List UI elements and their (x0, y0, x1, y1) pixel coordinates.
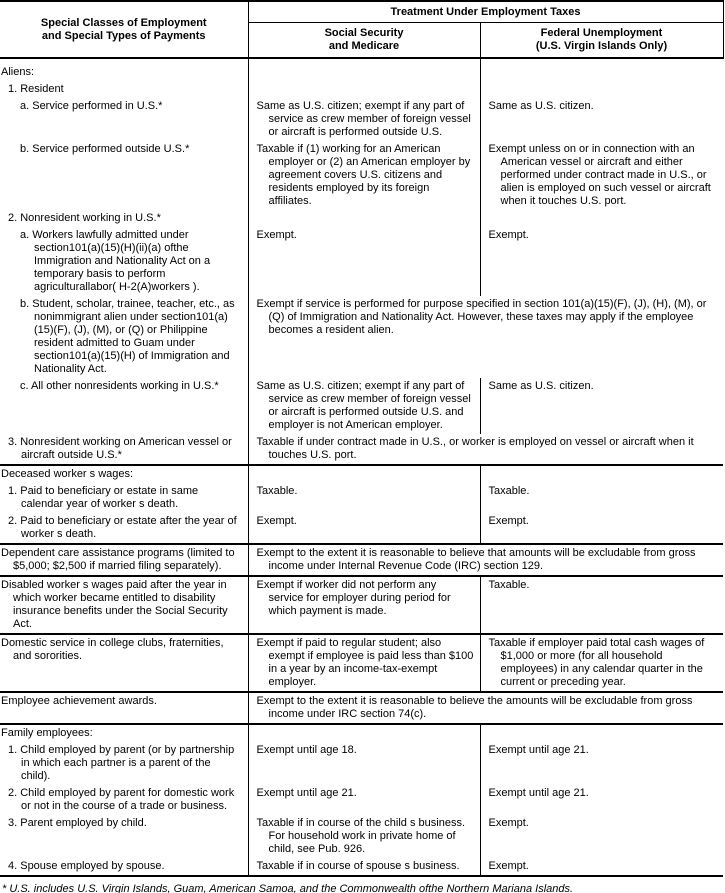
federal-unemployment-cell-text: Exempt until age 21. (488, 744, 589, 756)
federal-unemployment-line1: Federal Unemployment (540, 27, 663, 39)
social-security-medicare-cell (248, 742, 480, 785)
row-topic-cell (0, 544, 248, 576)
federal-unemployment-cell (480, 785, 723, 815)
row-topic-text: 2. Nonresident working in U.S.* (8, 212, 161, 224)
table-row (0, 58, 723, 81)
row-topic-text: 3. Nonresident working on American vessel or aircraft outside U.S.* (8, 436, 232, 461)
federal-unemployment-cell-text: Exempt until age 21. (488, 787, 589, 799)
social-security-line1: Social Security (324, 27, 404, 39)
column-header-federal-unemployment (480, 23, 723, 59)
row-topic-text: Domestic service in college clubs, fraternities, and sororities. (1, 637, 224, 662)
row-topic-text: a. Workers lawfully admitted under section101(a)(15)(H)(ii)(a) ofthe Immigration and Nationality Act on a temporary basis to perform agriculturallabor( H-2(A)workers ). (20, 229, 211, 293)
row-topic-cell (0, 576, 248, 634)
social-security-medicare-cell (248, 483, 480, 513)
header-row-1 (0, 1, 723, 23)
federal-unemployment-cell-text: Taxable. (488, 485, 530, 497)
row-topic-text: b. Service performed outside U.S.* (20, 143, 190, 155)
row-topic-cell (0, 692, 248, 724)
social-security-medicare-cell (248, 465, 480, 483)
row-topic-cell (0, 378, 248, 434)
table-row (0, 513, 723, 544)
spanning-treatment-text: Exempt to the extent it is reasonable to believe that amounts will be excludable from gross income under Internal Revenue Code (IRC) section 129. (256, 547, 696, 572)
social-security-medicare-cell (248, 141, 480, 210)
table-row (0, 141, 723, 210)
federal-unemployment-cell (480, 81, 723, 98)
row-topic-text: Family employees: (1, 727, 93, 739)
social-security-medicare-cell-text: Exempt until age 18. (256, 744, 357, 756)
social-security-medicare-cell (248, 58, 480, 81)
federal-unemployment-cell (480, 815, 723, 858)
federal-unemployment-cell (480, 483, 723, 513)
column-header-special-classes (0, 1, 248, 58)
special-classes-line2: and Special Types of Payments (41, 29, 206, 42)
row-topic-cell (0, 434, 248, 465)
social-security-medicare-cell-text: Same as U.S. citizen; exempt if any part of service as crew member of foreign vessel or aircraft is performed outside U.S. (256, 100, 471, 138)
table-body (0, 58, 723, 876)
table-row (0, 434, 723, 465)
federal-unemployment-cell-text: Exempt. (488, 860, 529, 872)
federal-unemployment-cell (480, 98, 723, 141)
row-topic-cell (0, 210, 248, 227)
federal-unemployment-cell-text: Taxable. (488, 579, 530, 591)
spanning-treatment-cell (248, 296, 723, 378)
column-header-social-security (248, 23, 480, 59)
row-topic-cell (0, 483, 248, 513)
federal-unemployment-cell (480, 58, 723, 81)
column-header-treatment (248, 1, 723, 23)
table-row (0, 692, 723, 724)
spanning-treatment-text: Exempt to the extent it is reasonable to believe the amounts will be excludable from gross income under IRC section 74(c). (256, 695, 693, 720)
federal-unemployment-cell (480, 742, 723, 785)
social-security-medicare-cell-text: Exempt if paid to regular student; also exempt if employee is paid less than $100 in a year by an income-tax-exempt employer. (256, 637, 474, 688)
federal-unemployment-cell (480, 724, 723, 742)
table-row (0, 210, 723, 227)
table-row (0, 576, 723, 634)
federal-unemployment-cell (480, 634, 723, 692)
row-topic-cell (0, 815, 248, 858)
table-row (0, 858, 723, 876)
social-security-medicare-cell-text: Exempt until age 21. (256, 787, 357, 799)
row-topic-cell (0, 227, 248, 296)
social-security-medicare-cell-text: Taxable if (1) working for an American employer or (2) an American employer by agreement covers U.S. citizens and residents employed by its foreign affiliates. (256, 143, 471, 207)
row-topic-cell (0, 98, 248, 141)
row-topic-cell (0, 634, 248, 692)
federal-unemployment-cell-text: Exempt. (488, 515, 529, 527)
row-topic-text: c. All other nonresidents working in U.S.* (20, 380, 219, 392)
table-row (0, 724, 723, 742)
table-row (0, 634, 723, 692)
federal-unemployment-cell (480, 378, 723, 434)
table-row (0, 378, 723, 434)
table-row (0, 227, 723, 296)
table-row (0, 742, 723, 785)
federal-unemployment-line2: (U.S. Virgin Islands Only) (535, 40, 668, 52)
row-topic-text: b. Student, scholar, trainee, teacher, etc., as nonimmigrant alien under section101(a)(15)(F), (J), (M), or (Q) or Philippine resident admitted to Guam under section101(a)(15)(H) of Immigration and Nationality Act. (20, 298, 235, 375)
row-topic-cell (0, 81, 248, 98)
table-row (0, 81, 723, 98)
social-security-medicare-cell-text: Exempt. (256, 515, 297, 527)
table-row (0, 98, 723, 141)
row-topic-cell (0, 296, 248, 378)
social-security-medicare-cell (248, 378, 480, 434)
row-topic-text: 2. Paid to beneficiary or estate after the year of worker s death. (8, 515, 237, 540)
social-security-medicare-cell (248, 576, 480, 634)
row-topic-cell (0, 465, 248, 483)
social-security-medicare-cell (248, 513, 480, 544)
social-security-medicare-cell (248, 815, 480, 858)
social-security-medicare-cell-text: Taxable if in course of spouse s business. (256, 860, 460, 872)
federal-unemployment-cell-text: Same as U.S. citizen. (488, 380, 594, 392)
federal-unemployment-cell-text: Exempt unless on or in connection with an American vessel or aircraft and either performed under contract made in U.S., or alien is employed on such vessel or aircraft when it touches U.S. port. (488, 143, 711, 207)
treatment-label: Treatment Under Employment Taxes (390, 5, 581, 18)
federal-unemployment-cell (480, 513, 723, 544)
row-topic-cell (0, 58, 248, 81)
row-topic-cell (0, 742, 248, 785)
social-security-medicare-cell (248, 724, 480, 742)
social-security-medicare-cell-text: Exempt if worker did not perform any service for employer during period for which payment is made. (256, 579, 451, 617)
federal-unemployment-cell-text: Exempt. (488, 229, 529, 241)
federal-unemployment-cell (480, 576, 723, 634)
social-security-medicare-cell (248, 81, 480, 98)
row-topic-text: a. Service performed in U.S.* (20, 100, 163, 112)
table-row (0, 483, 723, 513)
federal-unemployment-cell (480, 227, 723, 296)
federal-unemployment-cell-text: Same as U.S. citizen. (488, 100, 594, 112)
federal-unemployment-cell (480, 141, 723, 210)
spanning-treatment-cell (248, 692, 723, 724)
spanning-treatment-text: Taxable if under contract made in U.S., or worker is employed on vessel or aircraft when it touches U.S. port. (256, 436, 694, 461)
social-security-medicare-cell (248, 858, 480, 876)
federal-unemployment-cell (480, 210, 723, 227)
social-security-line2: and Medicare (328, 40, 400, 52)
row-topic-text: Aliens: (1, 66, 35, 78)
social-security-medicare-cell-text: Taxable if in course of the child s business. For household work in private home of child, see Pub. 926. (256, 817, 466, 855)
row-topic-cell (0, 513, 248, 544)
special-classes-line1: Special Classes of Employment (40, 16, 207, 29)
table-row (0, 465, 723, 483)
footnote: * U.S. includes U.S. Virgin Islands, Guam, American Samoa, and the Commonwealth ofthe Northern Mariana Islands. (2, 883, 574, 893)
table-header (0, 1, 723, 58)
social-security-medicare-cell (248, 227, 480, 296)
federal-unemployment-cell-text: Taxable if employer paid total cash wages of $1,000 or more (for all household employees) in any calendar quarter in the current or preceding year. (488, 637, 705, 688)
social-security-medicare-cell (248, 98, 480, 141)
row-topic-text: Deceased worker s wages: (1, 468, 134, 480)
federal-unemployment-cell-text: Exempt. (488, 817, 529, 829)
table-row (0, 815, 723, 858)
federal-unemployment-cell (480, 858, 723, 876)
spanning-treatment-cell (248, 544, 723, 576)
spanning-treatment-text: Exempt if service is performed for purpose specified in section 101(a)(15)(F), (J), (H), (M), or (Q) of Immigration and Nationality Act. However, these taxes may apply if the employee becomes a resident alien. (256, 298, 707, 336)
row-topic-cell (0, 724, 248, 742)
row-topic-text: 1. Resident (8, 83, 64, 95)
social-security-medicare-cell-text: Taxable. (256, 485, 298, 497)
table-row (0, 785, 723, 815)
row-topic-cell (0, 858, 248, 876)
row-topic-text: 1. Child employed by parent (or by partnership in which each partner is a parent of the child). (8, 744, 235, 782)
spanning-treatment-cell (248, 434, 723, 465)
row-topic-text: 2. Child employed by parent for domestic work or not in the course of a trade or business. (8, 787, 235, 812)
social-security-medicare-cell (248, 785, 480, 815)
table-row (0, 544, 723, 576)
social-security-medicare-cell (248, 210, 480, 227)
row-topic-text: 1. Paid to beneficiary or estate in same calendar year of worker s death. (8, 485, 199, 510)
row-topic-text: Disabled worker s wages paid after the year in which worker became entitled to disability insurance benefits under the Social Security Act. (1, 579, 228, 630)
row-topic-text: Dependent care assistance programs (limited to $5,000; $2,500 if married filing separately). (1, 547, 235, 572)
social-security-medicare-cell-text: Exempt. (256, 229, 297, 241)
row-topic-cell (0, 785, 248, 815)
row-topic-text: Employee achievement awards. (1, 695, 157, 707)
social-security-medicare-cell-text: Same as U.S. citizen; exempt if any part of service as crew member of foreign vessel or aircraft is performed outside U.S. and employer is not American employer. (256, 380, 471, 431)
social-security-medicare-cell (248, 634, 480, 692)
row-topic-text: 3. Parent employed by child. (8, 817, 147, 829)
federal-unemployment-cell (480, 465, 723, 483)
table-row (0, 296, 723, 378)
row-topic-text: 4. Spouse employed by spouse. (8, 860, 165, 872)
row-topic-cell (0, 141, 248, 210)
